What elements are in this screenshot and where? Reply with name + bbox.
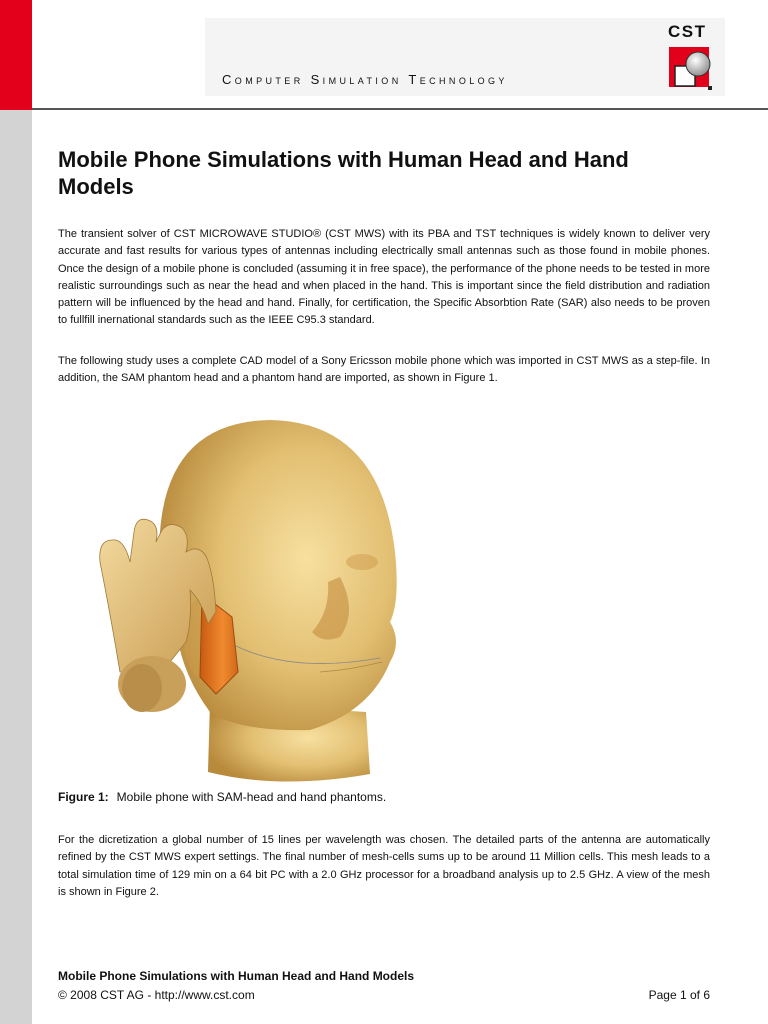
intro-paragraph: The transient solver of CST MICROWAVE STUDIO® (CST MWS) with its PBA and TST techniques is widely known to deliver very accurate and fast results for various types of antennas including electrically small antennas such as those found in mobile phones. Once the design of a mobile phone is concluded (assuming it in free space), the performance of the phone needs to be tested in more realistic surroundings such as near the head and when placed in the hand. This is important since the field distribution and radiation pattern will be influenced by the head and hand. Finally, for certification, the Specific Absorbtion Rate (SAR) also needs to be proven to fullfill inernational standards such as the IEEE C95.3 standard. [58,228,710,327]
document-title: Mobile Phone Simulations with Human Head and Hand Models [58,147,629,199]
study-paragraph: The following study uses a complete CAD model of a Sony Ericsson mobile phone which was imported in CST MWS as a step-file. In addition, the SAM phantom head and a phantom hand are imported, as shown in Figure 1. [58,355,710,385]
page-number: Page 1 of 6 [648,988,710,1002]
company-name: Computer Simulation Technology [222,72,508,87]
footer-title: Mobile Phone Simulations with Human Head and Hand Models [58,969,415,983]
left-accent-bar [0,0,32,110]
header-divider [32,108,768,110]
left-margin-bar [0,110,32,1024]
figure-label: Figure 1: [58,790,109,804]
logo-text: CST [668,22,707,41]
mesh-paragraph: For the dicretization a global number of 15 lines per wavelength was chosen. The detailed parts of the antenna are automatically refined by the CST MWS expert settings. The final number of mesh-cells sums up to be around 11 Million cells. This mesh leads to a total simulation time of 129 min on a 64 bit PC with a 2.0 GHz processor for a broadband analysis up to 2.5 GHz. A view of the mesh is shown in Figure 2. [58,834,710,898]
footer-copyright: © 2008 CST AG - http://www.cst.com [58,988,255,1002]
figure-caption-text: Mobile phone with SAM-head and hand phantoms. [116,790,387,804]
figure-caption [58,790,386,804]
cst-logo-icon [668,46,720,94]
head-hand-phone-figure [90,412,420,784]
